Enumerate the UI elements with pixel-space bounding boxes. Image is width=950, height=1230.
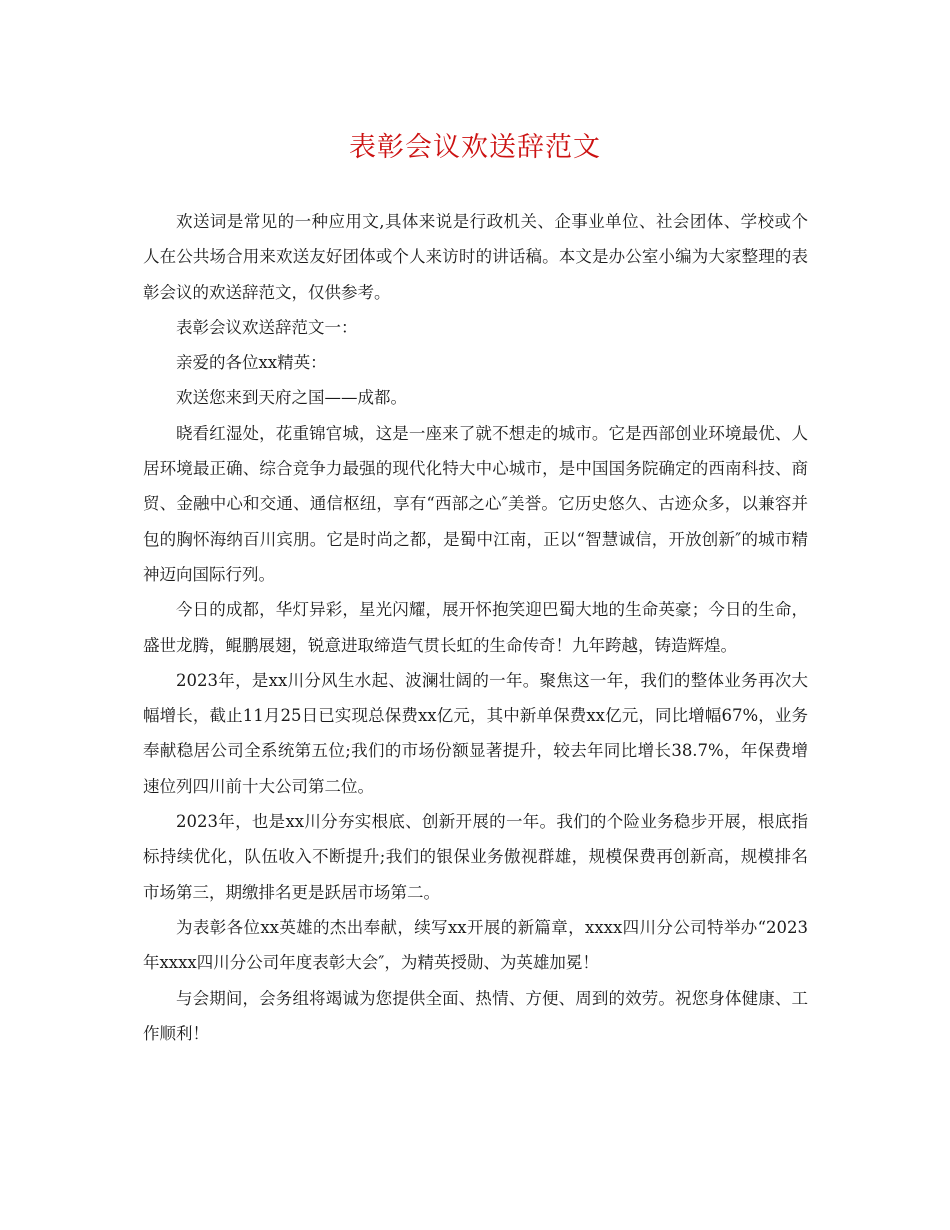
paragraph-heading: 表彰会议欢送辞范文一： bbox=[176, 317, 358, 337]
paragraph-intro: 欢送词是常见的一种应用文,具体来说是行政机关、企事业单位、社会团体、学校或个人在公共场合用来欢送友好团体或个人来访时的讲话稿。本文是办公室小编为大家整理的表彰会议的欢送辞范文，仅供参考。 bbox=[143, 212, 808, 302]
paragraph-city: 晓看红湿处，花重锦官城，这是一座来了就不想走的城市。它是西部创业环境最优、人居环境最正确、综合竞争力最强的现代化特大中心城市，是中国国务院确定的西南科技、商贸、金融中心和交通、通信枢纽，享有“西部之心″美誉。它历史悠久、古迹众多，以兼容并包的胸怀海纳百川宾朋。它是时尚之都，是蜀中江南，正以“智慧诚信，开放创新″的城市精神迈向国际行列。 bbox=[143, 423, 808, 584]
paragraph-commendation: 为表彰各位xx英雄的杰出奉献，续写xx开展的新篇章，xxxx四川分公司特举办“2023年xxxx四川分公司年度表彰大会″，为精英授勋、为英雄加冕！ bbox=[143, 917, 808, 973]
paragraph-salutation: 亲爱的各位xx精英： bbox=[176, 353, 327, 373]
paragraph-today: 今日的成都，华灯异彩，星光闪耀，展开怀抱笑迎巴蜀大地的生命英豪；今日的生命，盛世龙腾，鲲鹏展翅，锐意进取缔造气贯长虹的生命传奇！九年跨越，铸造辉煌。 bbox=[143, 600, 808, 655]
paragraph-innovation: 2023年，也是xx川分夯实根底、创新开展的一年。我们的个险业务稳步开展，根底指标持续优化，队伍收入不断提升;我们的银保业务傲视群雄，规模保费再创新高，规模排名市场第三，期缴排名更是跃居市场第二。 bbox=[143, 812, 808, 902]
document-title: 表彰会议欢送辞范文 bbox=[349, 132, 601, 163]
paragraph-welcome: 欢送您来到天府之国——成都。 bbox=[176, 388, 407, 408]
document-body bbox=[143, 204, 808, 1051]
paragraph-closing: 与会期间，会务组将竭诚为您提供全面、热情、方便、周到的效劳。祝您身体健康、工作顺利！ bbox=[143, 988, 808, 1043]
paragraph-growth: 2023年，是xx川分风生水起、波澜壮阔的一年。聚焦这一年，我们的整体业务再次大幅增长，截止11月25日已实现总保费xx亿元，其中新单保费xx亿元，同比增幅67%，业务奉献稳居公司全系统第五位;我们的市场份额显著提升，较去年同比增长38.7%，年保费增速位列四川前十大公司第二位。 bbox=[143, 670, 808, 796]
